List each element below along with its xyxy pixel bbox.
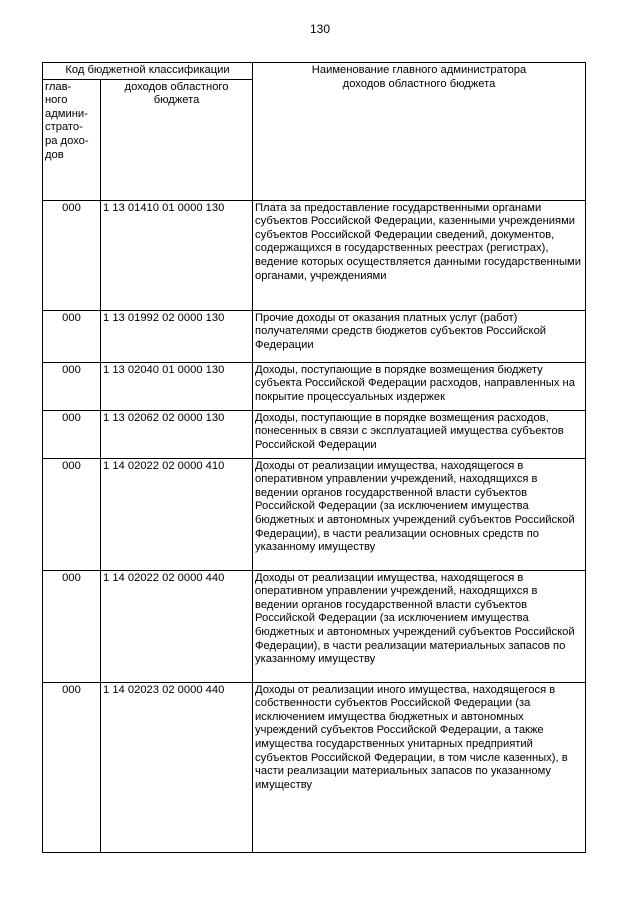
table-row	[43, 458, 586, 570]
admin-code-cell: 000	[43, 310, 101, 362]
income-name-cell: Доходы от реализации имущества, находящегося в оперативном управлении учреждений, находящихся в ведении органов государственной власти субъектов Российской Федерации (за исключением имущества бюджетных и автономных учреждений субъектов Российской Федерации), в части реализации основных средств по указанному имуществу	[253, 458, 586, 570]
admin-code-cell: 000	[43, 570, 101, 682]
admin-code-cell: 000	[43, 410, 101, 458]
admin-code-cell: 000	[43, 682, 101, 852]
income-code-cell: 1 13 02040 01 0000 130	[101, 362, 253, 410]
header-budget-classification-code: Код бюджетной классификации	[43, 63, 253, 80]
header-chief-administrator	[43, 79, 101, 200]
income-name-cell: Доходы от реализации имущества, находящегося в оперативном управлении учреждений, находящихся в ведении органов государственной власти субъектов Российской Федерации (за исключением имущества бюджетных и автономных учреждений субъектов Российской Федерации), в части реализации материальных запасов по указанному имуществу	[253, 570, 586, 682]
header-administrator-name	[253, 63, 586, 201]
income-name-cell: Плата за предоставление государственными органами субъектов Российской Федерации, казенными учреждениями субъектов Российской Федерации сведений, документов, содержащихся в государственных реестрах (регистрах), ведение которых осуществляется данными государственными органами, учреждениями	[253, 200, 586, 310]
header-regional-income-text: доходов областного бюджета	[124, 80, 229, 107]
table-row	[43, 362, 586, 410]
income-name-cell: Прочие доходы от оказания платных услуг (работ) получателями средств бюджетов субъектов Российской Федерации	[253, 310, 586, 362]
income-name-cell: Доходы, поступающие в порядке возмещения расходов, понесенных в связи с эксплуатацией имущества субъектов Российской Федерации	[253, 410, 586, 458]
admin-code-cell: 000	[43, 362, 101, 410]
income-code-cell: 1 13 02062 02 0000 130	[101, 410, 253, 458]
income-code-cell: 1 13 01992 02 0000 130	[101, 310, 253, 362]
table-row	[43, 200, 586, 310]
table-row	[43, 410, 586, 458]
header-chief-administrator-text: глав- ного админи- страто- ра дохо- дов	[45, 80, 89, 161]
income-code-cell: 1 14 02022 02 0000 410	[101, 458, 253, 570]
page-number: 130	[309, 22, 331, 36]
income-name-cell: Доходы от реализации иного имущества, находящегося в собственности субъектов Российской Федерации (за исключением имущества бюджетных и автономных учреждений субъектов Российской Федерации, а также имущества государственных унитарных предприятий субъектов Российской Федерации, в том числе казенных), в части реализации материальных запасов по указанному имуществу	[253, 682, 586, 852]
table-row	[43, 570, 586, 682]
income-code-cell: 1 14 02023 02 0000 440	[101, 682, 253, 852]
header-administrator-name-text: Наименование главного администратора доходов областного бюджета	[311, 64, 527, 90]
table-row	[43, 310, 586, 362]
admin-code-cell: 000	[43, 458, 101, 570]
admin-code-cell: 000	[43, 200, 101, 310]
table-row	[43, 682, 586, 852]
budget-classification-table	[42, 62, 586, 853]
income-code-cell: 1 14 02022 02 0000 440	[101, 570, 253, 682]
income-code-cell: 1 13 01410 01 0000 130	[101, 200, 253, 310]
header-regional-income	[101, 79, 253, 200]
income-name-cell: Доходы, поступающие в порядке возмещения бюджету субъекта Российской Федерации расходов, направленных на покрытие процессуальных издержек	[253, 362, 586, 410]
